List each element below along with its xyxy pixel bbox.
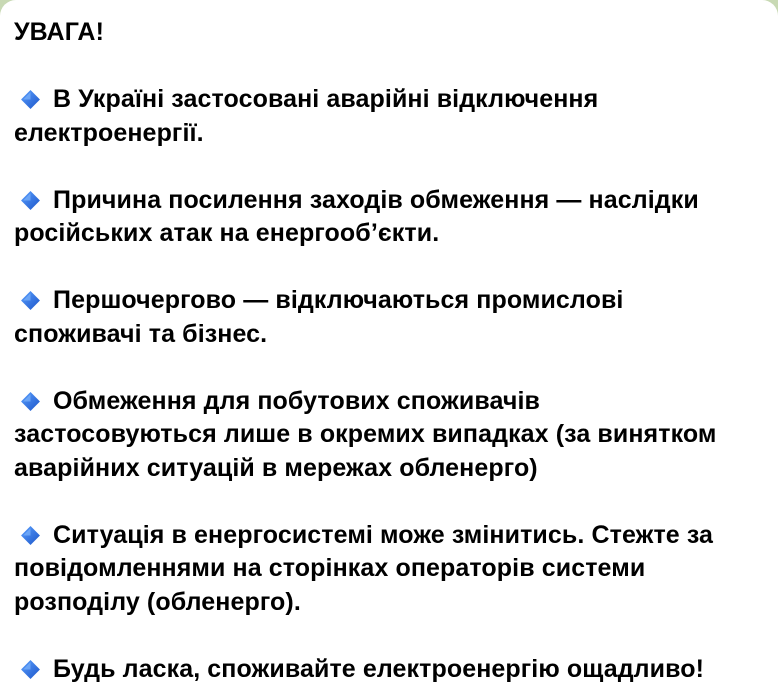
blue-diamond-icon <box>20 659 41 680</box>
list-item-text: Будь ласка, споживайте електроенергію ощадливо! <box>53 654 705 683</box>
list-item-text: Ситуація в енергосистемі може змінитись. Стежте за повідомленнями на сторінках операторів системи розподілу (обленерго). <box>14 520 714 616</box>
list-item <box>14 519 778 620</box>
blue-diamond-icon <box>20 89 41 110</box>
list-item-text: Причина посилення заходів обмеження — наслідки російських атак на енергооб’єкти. <box>14 185 699 247</box>
blue-diamond-icon <box>20 391 41 412</box>
list-item <box>14 184 778 251</box>
blue-diamond-icon <box>20 190 41 211</box>
list-item <box>14 284 778 351</box>
list-item <box>14 653 778 687</box>
list-item <box>14 83 778 150</box>
list-item-text: Першочергово — відключаються промислові споживачі та бізнес. <box>14 286 624 348</box>
blue-diamond-icon <box>20 290 41 311</box>
list-item <box>14 385 778 486</box>
list-item-text: Обмеження для побутових споживачів застосовуються лише в окремих випадках (за винятком аварійних ситуацій в мережах обленерго) <box>14 386 717 482</box>
blue-diamond-icon <box>20 525 41 546</box>
list-item-text: В Україні застосовані аварійні відключення електроенергії. <box>14 85 599 147</box>
message-title: УВАГА! <box>14 18 104 46</box>
